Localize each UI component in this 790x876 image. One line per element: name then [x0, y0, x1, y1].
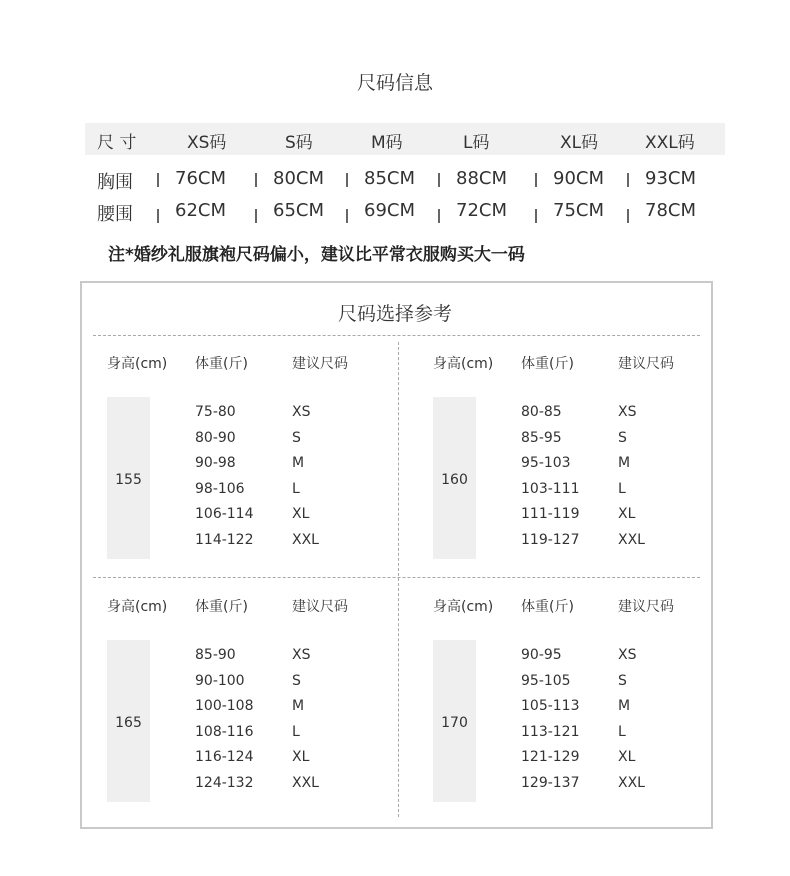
- size-note: 注*婚纱礼服旗袍尺码偏小，建议比平常衣服购买大一码: [108, 245, 525, 265]
- weight-range: 105-113: [521, 698, 580, 714]
- height-value: 165: [115, 715, 142, 731]
- column-separator: [346, 209, 348, 223]
- column-separator: [346, 173, 348, 187]
- suggested-size: S: [618, 429, 627, 446]
- suggested-size: L: [292, 480, 300, 497]
- weight-range: 90-98: [195, 455, 236, 471]
- column-separator: [438, 209, 440, 223]
- weight-range: 85-95: [521, 429, 562, 446]
- col-header-weight: 体重(斤): [521, 599, 574, 615]
- col-header-weight: 体重(斤): [195, 599, 248, 615]
- weight-range: 95-103: [521, 455, 571, 471]
- column-separator: [255, 173, 257, 187]
- weight-range: 103-111: [521, 480, 580, 497]
- guide-divider-top: [93, 335, 700, 336]
- suggested-size: XL: [292, 749, 310, 765]
- guide-divider-vertical: [398, 342, 399, 817]
- col-header-size: 建议尺码: [292, 356, 348, 372]
- size-guide-title: 尺码选择参考: [337, 303, 452, 325]
- measure-value: 93CM: [645, 168, 697, 189]
- col-header-size: 建议尺码: [618, 599, 674, 615]
- col-header-height: 身高(cm): [433, 356, 494, 372]
- weight-range: 85-90: [195, 647, 236, 663]
- suggested-size: S: [292, 429, 301, 446]
- measure-value: 90CM: [553, 168, 605, 189]
- weight-range: 98-106: [195, 480, 245, 497]
- weight-range: 121-129: [521, 749, 580, 765]
- size-header-cell: L码: [463, 133, 490, 153]
- weight-range: 80-85: [521, 404, 562, 420]
- weight-range: 119-127: [521, 531, 580, 548]
- measure-value: 78CM: [645, 200, 697, 221]
- suggested-size: XXL: [618, 774, 645, 791]
- column-separator: [627, 209, 629, 223]
- suggested-size: XXL: [618, 531, 645, 548]
- measure-value: 76CM: [175, 168, 227, 189]
- col-header-height: 身高(cm): [107, 356, 168, 372]
- size-header-cell: XXL码: [645, 133, 695, 153]
- suggested-size: XL: [618, 506, 636, 522]
- size-header-band: [85, 123, 725, 155]
- size-header-cell: XL码: [560, 133, 599, 153]
- suggested-size: M: [618, 698, 631, 714]
- column-separator: [157, 173, 159, 187]
- guide-divider-middle: [93, 577, 700, 578]
- weight-range: 90-95: [521, 647, 562, 663]
- weight-range: 106-114: [195, 506, 254, 522]
- col-header-height: 身高(cm): [433, 599, 494, 615]
- col-header-size: 建议尺码: [292, 599, 348, 615]
- size-header-cell: M码: [371, 133, 403, 153]
- measure-value: 69CM: [364, 200, 416, 221]
- suggested-size: M: [292, 698, 305, 714]
- weight-range: 114-122: [195, 531, 254, 548]
- weight-range: 75-80: [195, 404, 236, 420]
- measure-label: 腰围: [97, 204, 133, 225]
- weight-range: 113-121: [521, 723, 580, 740]
- suggested-size: L: [292, 723, 300, 740]
- weight-range: 116-124: [195, 749, 254, 765]
- column-separator: [535, 173, 537, 187]
- column-separator: [627, 173, 629, 187]
- measure-value: 88CM: [456, 168, 508, 189]
- weight-range: 108-116: [195, 723, 254, 740]
- col-header-height: 身高(cm): [107, 599, 168, 615]
- size-header-label: 尺 寸: [97, 133, 137, 153]
- weight-range: 95-105: [521, 672, 571, 689]
- column-separator: [438, 173, 440, 187]
- column-separator: [255, 209, 257, 223]
- col-header-size: 建议尺码: [618, 356, 674, 372]
- weight-range: 124-132: [195, 774, 254, 791]
- measure-value: 65CM: [273, 200, 325, 221]
- suggested-size: M: [292, 455, 305, 471]
- height-value: 155: [115, 472, 142, 488]
- column-separator: [535, 209, 537, 223]
- measure-label: 胸围: [97, 172, 133, 193]
- suggested-size: M: [618, 455, 631, 471]
- suggested-size: L: [618, 723, 626, 740]
- size-header-cell: XS码: [187, 133, 227, 153]
- height-value: 170: [441, 715, 468, 731]
- measure-value: 80CM: [273, 168, 325, 189]
- suggested-size: XS: [618, 647, 637, 663]
- page-title: 尺码信息: [356, 72, 433, 94]
- suggested-size: XS: [292, 404, 311, 420]
- weight-range: 100-108: [195, 698, 254, 714]
- measure-value: 72CM: [456, 200, 508, 221]
- weight-range: 129-137: [521, 774, 580, 791]
- measure-value: 85CM: [364, 168, 416, 189]
- column-separator: [157, 209, 159, 223]
- suggested-size: S: [618, 672, 627, 689]
- height-value: 160: [441, 472, 468, 488]
- suggested-size: XS: [618, 404, 637, 420]
- col-header-weight: 体重(斤): [195, 356, 248, 372]
- suggested-size: S: [292, 672, 301, 689]
- measure-value: 62CM: [175, 200, 227, 221]
- weight-range: 90-100: [195, 672, 245, 689]
- suggested-size: L: [618, 480, 626, 497]
- suggested-size: XS: [292, 647, 311, 663]
- weight-range: 80-90: [195, 429, 236, 446]
- measure-value: 75CM: [553, 200, 605, 221]
- col-header-weight: 体重(斤): [521, 356, 574, 372]
- suggested-size: XXL: [292, 774, 319, 791]
- suggested-size: XL: [292, 506, 310, 522]
- suggested-size: XL: [618, 749, 636, 765]
- weight-range: 111-119: [521, 506, 580, 522]
- size-header-cell: S码: [285, 133, 313, 153]
- suggested-size: XXL: [292, 531, 319, 548]
